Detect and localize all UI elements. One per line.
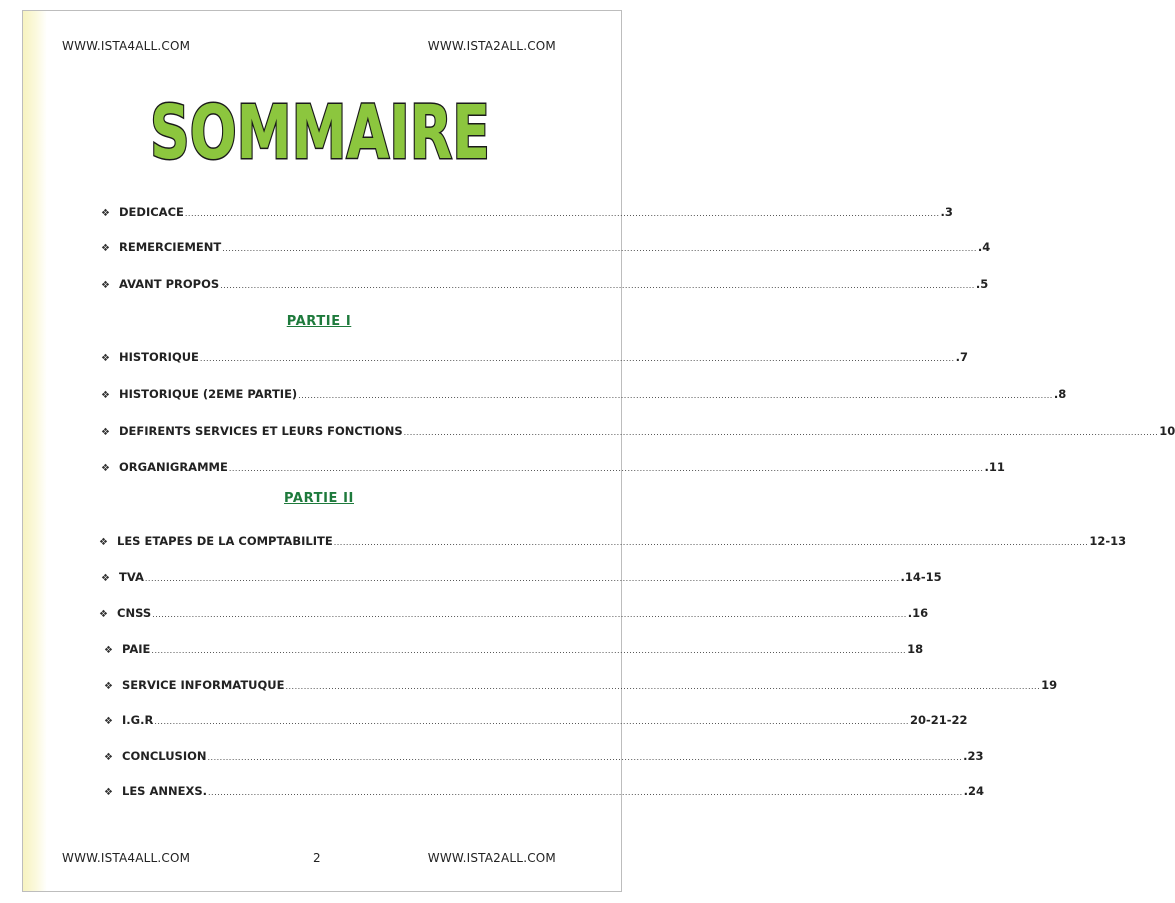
diamond-bullet-icon: ❖ <box>101 353 110 364</box>
title-wordart <box>140 78 500 176</box>
toc-entry-page: .7 <box>955 350 968 364</box>
toc-entry-label: DEFIRENTS SERVICES ET LEURS FONCTIONS <box>119 424 403 438</box>
toc-entry-label: CNSS <box>117 606 152 620</box>
toc-entry[interactable] <box>101 570 942 584</box>
dot-leader <box>404 428 1159 437</box>
toc-entry[interactable] <box>101 350 968 364</box>
toc-entry-page: .8 <box>1053 387 1067 401</box>
toc-entry[interactable] <box>99 606 929 620</box>
footer-right-url: WWW.ISTA2ALL.COM <box>427 851 556 865</box>
diamond-bullet-icon: ❖ <box>101 243 110 254</box>
side-band-decoration <box>23 11 47 891</box>
dot-leader <box>222 244 977 253</box>
toc-entry[interactable] <box>101 205 953 219</box>
toc-entry-label: HISTORIQUE <box>119 350 199 364</box>
dot-leader <box>151 646 906 655</box>
toc-entry-page: .11 <box>984 460 1005 474</box>
toc-entry[interactable] <box>101 424 1175 438</box>
toc-entry[interactable] <box>104 713 968 727</box>
part-heading-1: PARTIE I <box>286 314 352 329</box>
toc-entry-label: SERVICE INFORMATUQUE <box>122 678 285 692</box>
toc-entry-label: ORGANIGRAMME <box>119 460 228 474</box>
diamond-bullet-icon: ❖ <box>99 537 108 548</box>
toc-entry[interactable] <box>101 387 1067 401</box>
toc-entry-label: TVA <box>119 570 144 584</box>
toc-entry-page: .5 <box>975 277 989 291</box>
toc-entry-label: I.G.R <box>122 713 154 727</box>
toc-entry-label: REMERCIEMENT <box>119 240 222 254</box>
toc-entry[interactable] <box>104 749 984 763</box>
toc-entry-label: PAIE <box>122 642 151 656</box>
toc-entry-page: 10 <box>1159 424 1175 438</box>
dot-leader <box>334 538 1089 547</box>
dot-leader <box>208 753 963 762</box>
toc-entry-page: 20-21-22 <box>909 713 968 727</box>
toc-entry-label: HISTORIQUE (2EME PARTIE) <box>119 387 298 401</box>
footer-left-url: WWW.ISTA4ALL.COM <box>62 851 191 865</box>
toc-entry-page: 12-13 <box>1089 534 1127 548</box>
diamond-bullet-icon: ❖ <box>101 463 110 474</box>
toc-entry-page: 18 <box>907 642 924 656</box>
toc-entry-page: .24 <box>963 784 985 798</box>
diamond-bullet-icon: ❖ <box>104 645 113 656</box>
diamond-bullet-icon: ❖ <box>101 573 110 584</box>
diamond-bullet-icon: ❖ <box>104 752 113 763</box>
diamond-bullet-icon: ❖ <box>101 208 110 219</box>
toc-entry-page: .16 <box>907 606 929 620</box>
dot-leader <box>298 391 1053 400</box>
diamond-bullet-icon: ❖ <box>101 280 110 291</box>
diamond-bullet-icon: ❖ <box>104 787 113 798</box>
dot-leader <box>229 464 984 473</box>
diamond-bullet-icon: ❖ <box>104 716 113 727</box>
dot-leader <box>145 574 900 583</box>
toc-entry[interactable] <box>104 642 924 656</box>
toc-entry-label: LES ETAPES DE LA COMPTABILITE <box>117 534 333 548</box>
dot-leader <box>220 281 975 290</box>
toc-entry[interactable] <box>101 460 1005 474</box>
diamond-bullet-icon: ❖ <box>104 681 113 692</box>
toc-entry[interactable] <box>99 534 1127 548</box>
toc-entry-page: .3 <box>940 205 953 219</box>
toc-entry-page: .23 <box>963 749 984 763</box>
diamond-bullet-icon: ❖ <box>101 427 110 438</box>
toc-entry-label: DEDICACE <box>119 205 184 219</box>
toc-entry[interactable] <box>101 240 991 254</box>
toc-entry-page: .14-15 <box>900 570 942 584</box>
dot-leader <box>152 610 907 619</box>
diamond-bullet-icon: ❖ <box>101 390 110 401</box>
part-heading-2: PARTIE II <box>283 491 354 506</box>
header-left-url: WWW.ISTA4ALL.COM <box>62 39 191 53</box>
footer-page-number: 2 <box>313 851 321 865</box>
toc-entry-page: 19 <box>1041 678 1058 692</box>
dot-leader <box>154 717 909 726</box>
dot-leader <box>208 788 963 797</box>
toc-entry-label: AVANT PROPOS <box>119 277 220 291</box>
toc-entry[interactable] <box>104 678 1058 692</box>
toc-entry[interactable] <box>101 277 989 291</box>
toc-entry-label: LES ANNEXS. <box>122 784 207 798</box>
toc-entry-label: CONCLUSION <box>122 749 207 763</box>
diamond-bullet-icon: ❖ <box>99 609 108 620</box>
page-title: SOMMAIRE <box>150 90 490 176</box>
toc-entry-page: .4 <box>977 240 991 254</box>
dot-leader <box>200 354 955 363</box>
dot-leader <box>285 682 1040 691</box>
toc-entry[interactable] <box>104 784 985 798</box>
dot-leader <box>185 209 940 218</box>
header-right-url: WWW.ISTA2ALL.COM <box>427 39 556 53</box>
